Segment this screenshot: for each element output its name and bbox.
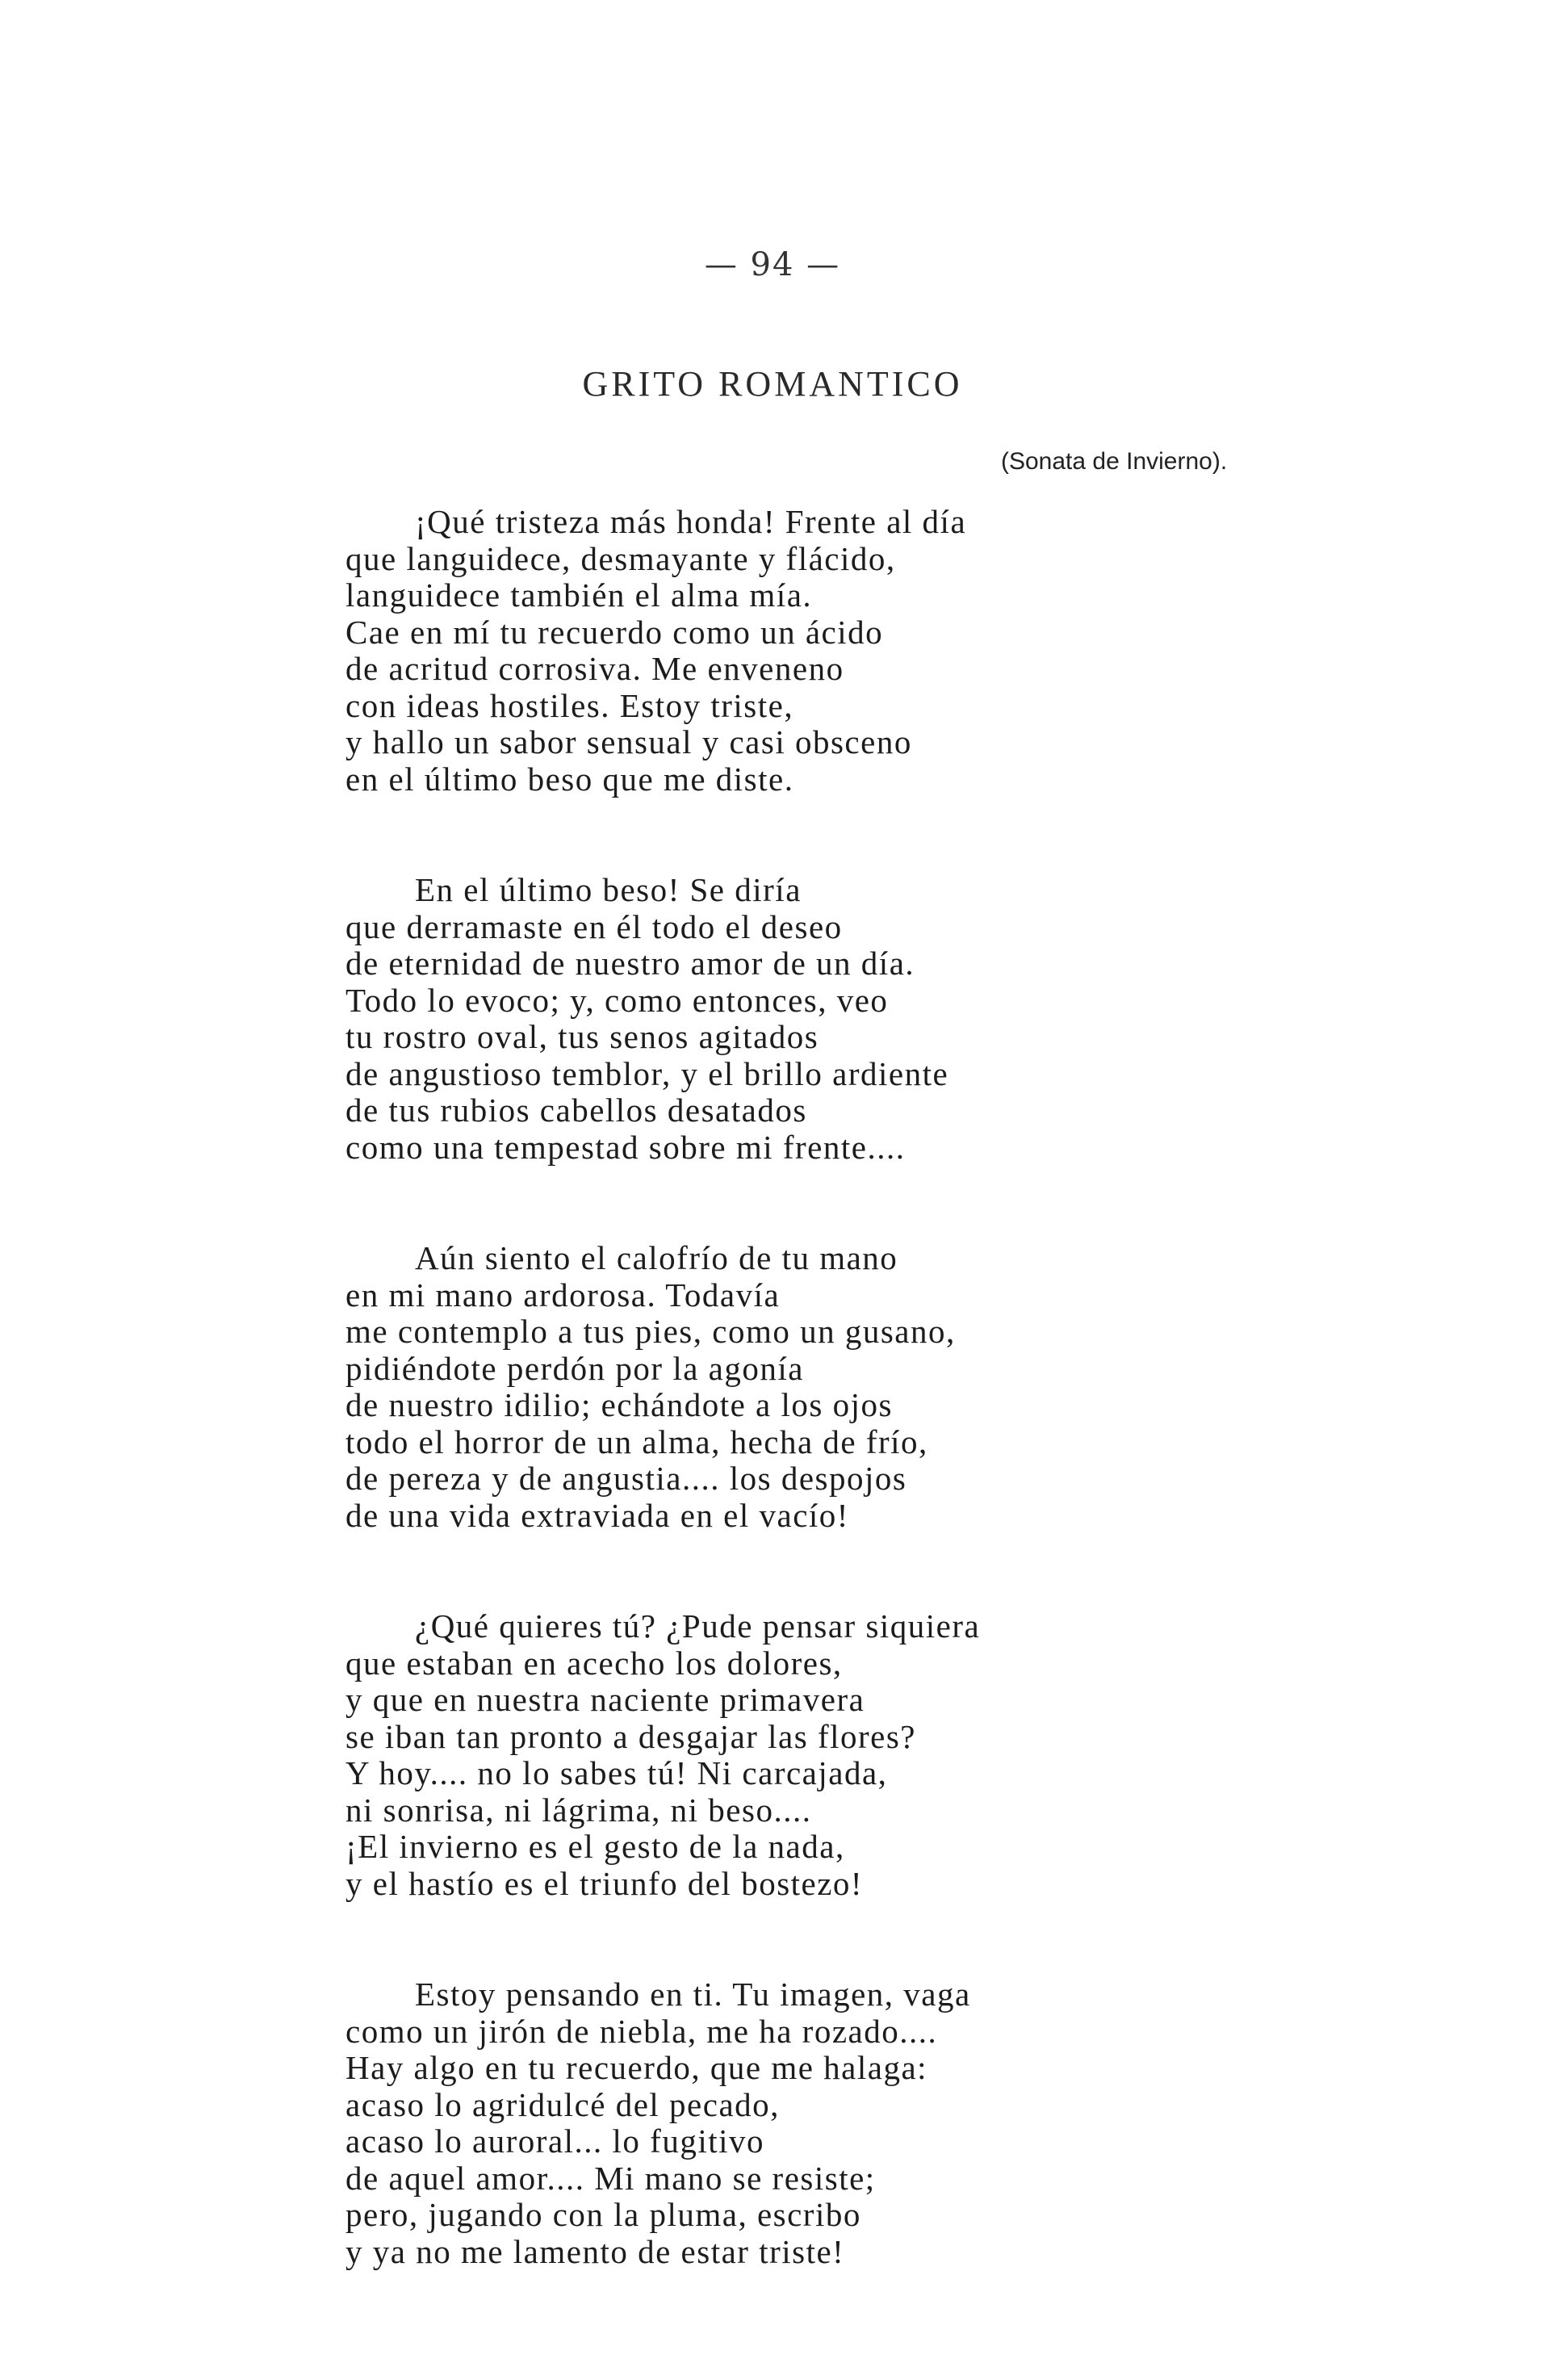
stanza-2 (345, 872, 1153, 1166)
poem-line: en mi mano ardorosa. Todavía (345, 1276, 781, 1314)
poem-line: acaso lo agridulcé del pecado, (345, 2085, 780, 2123)
poem-line: en el último beso que me diste. (345, 760, 794, 798)
poem-line: ni sonrisa, ni lágrima, ni beso.... (345, 1791, 812, 1829)
poem-line: languidece también el alma mía. (345, 576, 813, 614)
poem-line: y ya no me lamento de estar triste! (345, 2232, 845, 2270)
poem-line: de tus rubios cabellos desatados (345, 1092, 807, 1129)
poem-line: de angustioso temblor, y el brillo ardiente (345, 1054, 949, 1092)
page-number: — 94 — (704, 246, 841, 283)
poem-line: que derramaste en él todo el deseo (345, 907, 843, 945)
poem-line: de eternidad de nuestro amor de un día. (345, 945, 915, 982)
poem-line: que languidece, desmayante y flácido, (345, 539, 896, 577)
poem-line: y el hastío es el triunfo del bostezo! (345, 1864, 864, 1902)
poem-line: ¡El invierno es el gesto de la nada, (345, 1828, 845, 1865)
poem-line: y hallo un sabor sensual y casi obsceno (345, 723, 912, 761)
poem-line: pero, jugando con la pluma, escribo (345, 2196, 861, 2233)
poem-line: pidiéndote perdón por la agonía (345, 1349, 804, 1387)
poem-line: de aquel amor.... Mi mano se resiste; (345, 2159, 876, 2197)
poem-line: de una vida extraviada en el vacío! (345, 1496, 849, 1534)
poem-line: y que en nuestra naciente primavera (345, 1681, 865, 1718)
poem-line: En el último beso! Se diría (415, 871, 802, 908)
stanza-4 (345, 1608, 1153, 1902)
poem-line: ¿Qué quieres tú? ¿Pude pensar siquiera (415, 1607, 981, 1645)
poem-line: que estaban en acecho los dolores, (345, 1644, 843, 1682)
poem-line: Estoy pensando en ti. Tu imagen, vaga (415, 1976, 971, 2013)
poem-title: GRITO ROMANTICO (582, 364, 963, 404)
poem-line: se iban tan pronto a desgajar las flores? (345, 1717, 917, 1755)
stanza-5 (345, 1976, 1153, 2270)
poem-line: como una tempestad sobre mi frente.... (345, 1128, 906, 1166)
poem-line: Todo lo evoco; y, como entonces, veo (345, 981, 889, 1019)
poem-line: me contemplo a tus pies, como un gusano, (345, 1313, 956, 1350)
poem-line: todo el horror de un alma, hecha de frío, (345, 1423, 928, 1460)
poem-line: tu rostro oval, tus senos agitados (345, 1018, 819, 1055)
stanza-1 (345, 504, 1153, 798)
poem-line: acaso lo auroral... lo fugitivo (345, 2122, 765, 2160)
poem-line: ¡Qué tristeza más honda! Frente al día (415, 503, 967, 540)
poem-line: Aún siento el calofrío de tu mano (415, 1239, 898, 1276)
stanza-3 (345, 1240, 1153, 1534)
poem-line: de nuestro idilio; echándote a los ojos (345, 1386, 893, 1423)
poem-line: Hay algo en tu recuerdo, que me halaga: (345, 2049, 928, 2086)
poem-line: de acritud corrosiva. Me enveneno (345, 650, 844, 687)
poem-line: Y hoy.... no lo sabes tú! Ni carcajada, (345, 1754, 888, 1791)
poem-subtitle: (Sonata de Invierno). (1001, 448, 1228, 475)
poem-line: como un jirón de niebla, me ha rozado.... (345, 2012, 938, 2050)
poem-line: con ideas hostiles. Estoy triste, (345, 686, 794, 724)
poem-line: Cae en mí tu recuerdo como un ácido (345, 613, 884, 651)
poem-body (345, 504, 1153, 2344)
poem-line: de pereza y de angustia.... los despojos (345, 1460, 907, 1497)
